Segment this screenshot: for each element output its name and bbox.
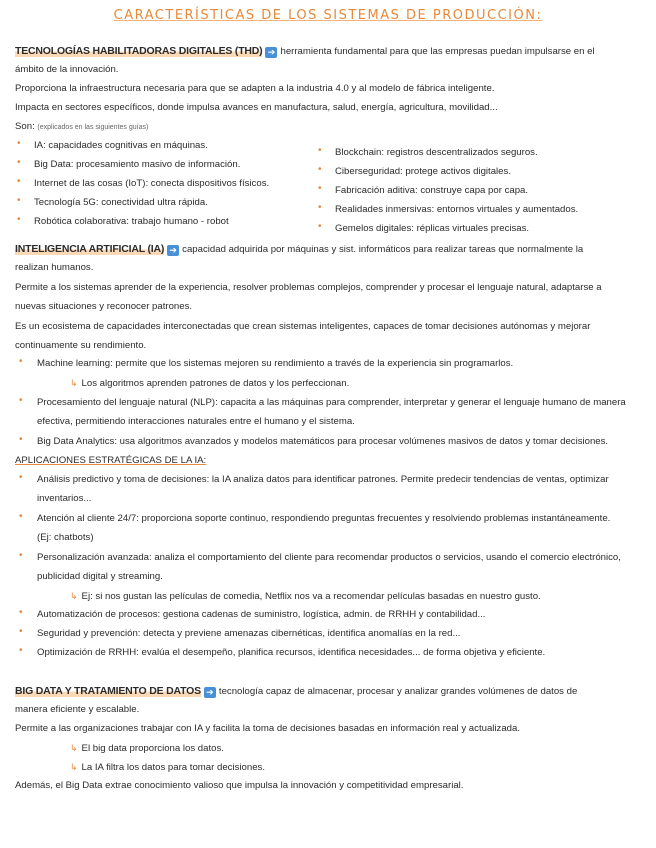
bd-sub-2 bbox=[70, 758, 643, 777]
ia-line-2: realizan humanos. bbox=[15, 262, 94, 273]
thd-son-line bbox=[15, 118, 643, 137]
thd-son-note: (explicados en las siguientes guías) bbox=[37, 124, 149, 131]
bullet-dot-icon: • bbox=[318, 145, 322, 156]
ia-ml: Machine learning: permite que los sistemas mejoren su rendimiento a través de la experiencia sin programarlos. bbox=[37, 358, 514, 369]
curved-arrow-icon: ↳ bbox=[70, 762, 78, 772]
bd-line-3: Permite a las organizaciones trabajar con IA y facilita la toma de decisiones basadas en información real y actualizada. bbox=[15, 723, 521, 734]
ia-app-2: Atención al cliente 24/7: proporciona soporte continuo, respondiendo preguntas frecuentes y resolviendo problemas instantáneamente. bbox=[37, 513, 611, 524]
ia-app-4: Automatización de procesos: gestiona cadenas de suministro, logística, admin. de RRHH y contabilidad... bbox=[37, 609, 486, 620]
bd-heading-rest: tecnología capaz de almacenar, procesar y analizar grandes volúmenes de datos de bbox=[218, 686, 578, 697]
bullet-dot-icon: • bbox=[17, 176, 21, 187]
ia-heading: INTELIGENCIA ARTIFICIAL (IA) bbox=[15, 243, 165, 255]
list-item: Robótica colaborativa: trabajo humano - robot bbox=[34, 216, 229, 227]
list-item: Blockchain: registros descentralizados seguros. bbox=[335, 147, 538, 158]
ia-bda: Big Data Analytics: usa algoritmos avanzados y modelos matemáticos para procesar volúmenes masivos de datos y tomar decisiones. bbox=[37, 436, 609, 447]
list-item: Realidades inmersivas: entornos virtuales y aumentados. bbox=[335, 204, 579, 215]
bd-line-4: Además, el Big Data extrae conocimiento valioso que impulsa la innovación y competitividad empresarial. bbox=[15, 780, 464, 791]
ia-app-5: Seguridad y prevención: detecta y previene amenazas cibernéticas, identifica anomalías en la red... bbox=[37, 628, 461, 639]
ia-app-3-sub bbox=[70, 587, 643, 606]
ia-apps-heading: APLICACIONES ESTRATÉGICAS DE LA IA: bbox=[15, 455, 207, 466]
bullet-dot-icon: • bbox=[318, 221, 322, 232]
bullet-dot-icon: • bbox=[17, 214, 21, 225]
ia-app-1b: inventarios... bbox=[37, 493, 92, 504]
right-arrow-icon: ➔ bbox=[167, 245, 179, 256]
ia-line-4: nuevas situaciones y reconocer patrones. bbox=[15, 301, 193, 312]
thd-line-2: ámbito de la innovación. bbox=[15, 64, 119, 75]
ia-pln-2: efectiva, permitiendo interacciones naturales entre el humano y el sistema. bbox=[37, 416, 355, 427]
bd-sub-1 bbox=[70, 739, 643, 758]
ia-line-3: Permite a los sistemas aprender de la experiencia, resolver problemas complejos, comprender y procesar el lenguaje natural, adaptarse a bbox=[15, 282, 602, 293]
ia-ml-sub bbox=[70, 374, 643, 393]
bullet-dot-icon: • bbox=[19, 550, 23, 561]
bullet-dot-icon: • bbox=[19, 607, 23, 618]
ia-app-1: Análisis predictivo y toma de decisiones: la IA analiza datos para identificar patrones. Permite predecir tendencias de ventas, optimizar bbox=[37, 474, 609, 485]
ia-pln: Procesamiento del lenguaje natural (NLP): capacita a las máquinas para comprender, interpretar y generar el lenguaje humano de manera bbox=[37, 397, 626, 408]
bd-sub-2-text: La IA filtra los datos para tomar decisiones. bbox=[81, 762, 265, 773]
ia-heading-rest: capacidad adquirida por máquinas y sist. informáticos para realizar tareas que normalmente la bbox=[182, 244, 584, 255]
bd-line-2: manera eficiente y escalable. bbox=[15, 704, 140, 715]
bullet-dot-icon: • bbox=[17, 138, 21, 149]
ia-line-6: continuamente su rendimiento. bbox=[15, 340, 147, 351]
bullet-dot-icon: • bbox=[19, 645, 23, 656]
bullet-dot-icon: • bbox=[318, 183, 322, 194]
right-arrow-icon: ➔ bbox=[204, 687, 216, 698]
bullet-dot-icon: • bbox=[17, 195, 21, 206]
bd-heading-line bbox=[15, 682, 643, 701]
bullet-dot-icon: • bbox=[318, 164, 322, 175]
thd-line-4: Impacta en sectores específicos, donde impulsa avances en manufactura, salud, energía, agricultura, movilidad... bbox=[15, 102, 498, 113]
thd-heading-line bbox=[15, 42, 643, 61]
ia-app-3-sub-text: Ej: si nos gustan las películas de comedia, Netflix nos va a recomendar películas basadas en nuestro gusto. bbox=[81, 591, 541, 602]
bullet-dot-icon: • bbox=[19, 356, 23, 367]
bullet-dot-icon: • bbox=[19, 434, 23, 445]
ia-app-6: Optimización de RRHH: evalúa el desempeño, planifica recursos, identifica necesidades... de forma objetiva y eficiente. bbox=[37, 647, 546, 658]
bullet-dot-icon: • bbox=[19, 395, 23, 406]
curved-arrow-icon: ↳ bbox=[70, 743, 78, 753]
list-item: Big Data: procesamiento masivo de información. bbox=[34, 159, 241, 170]
bd-heading: BIG DATA Y TRATAMIENTO DE DATOS bbox=[15, 685, 201, 697]
thd-heading-rest: herramienta fundamental para que las empresas puedan impulsarse en el bbox=[280, 46, 595, 57]
right-arrow-icon: ➔ bbox=[265, 47, 277, 58]
ia-app-3: Personalización avanzada: analiza el comportamiento del cliente para recomendar productos o servicios, usando el comercio electrónico, bbox=[37, 552, 621, 563]
ia-line-5: Es un ecosistema de capacidades interconectadas que crean sistemas inteligentes, capaces de tomar decisiones autónomas y mejorar bbox=[15, 321, 591, 332]
list-item: Ciberseguridad: protege activos digitales. bbox=[335, 166, 511, 177]
list-item: IA: capacidades cognitivas en máquinas. bbox=[34, 140, 208, 151]
ia-ml-sub-text: Los algoritmos aprenden patrones de datos y los perfeccionan. bbox=[81, 378, 350, 389]
list-item: Tecnología 5G: conectividad ultra rápida. bbox=[34, 197, 208, 208]
thd-heading: TECNOLOGÍAS HABILITADORAS DIGITALES (THD) bbox=[15, 45, 263, 57]
bullet-dot-icon: • bbox=[19, 511, 23, 522]
bullet-dot-icon: • bbox=[318, 202, 322, 213]
curved-arrow-icon: ↳ bbox=[70, 591, 78, 601]
bd-sub-1-text: El big data proporciona los datos. bbox=[81, 743, 224, 754]
bullet-dot-icon: • bbox=[17, 157, 21, 168]
curved-arrow-icon: ↳ bbox=[70, 378, 78, 388]
list-item: Fabricación aditiva: construye capa por capa. bbox=[335, 185, 529, 196]
ia-heading-line bbox=[15, 240, 643, 259]
thd-line-3: Proporciona la infraestructura necesaria para que se adapten a la industria 4.0 y al modelo de fábrica inteligente. bbox=[15, 83, 495, 94]
bullet-dot-icon: • bbox=[19, 626, 23, 637]
page-title: CARACTERÍSTICAS DE LOS SISTEMAS DE PRODUCCIÓN: bbox=[113, 8, 543, 23]
list-item: Internet de las cosas (IoT): conecta dispositivos físicos. bbox=[34, 178, 270, 189]
thd-son-label: Son: bbox=[15, 121, 35, 132]
ia-app-3b: publicidad digital y streaming. bbox=[37, 571, 163, 582]
bullet-dot-icon: • bbox=[19, 472, 23, 483]
ia-app-2b: (Ej: chatbots) bbox=[37, 532, 94, 543]
list-item: Gemelos digitales: réplicas virtuales precisas. bbox=[335, 223, 530, 234]
